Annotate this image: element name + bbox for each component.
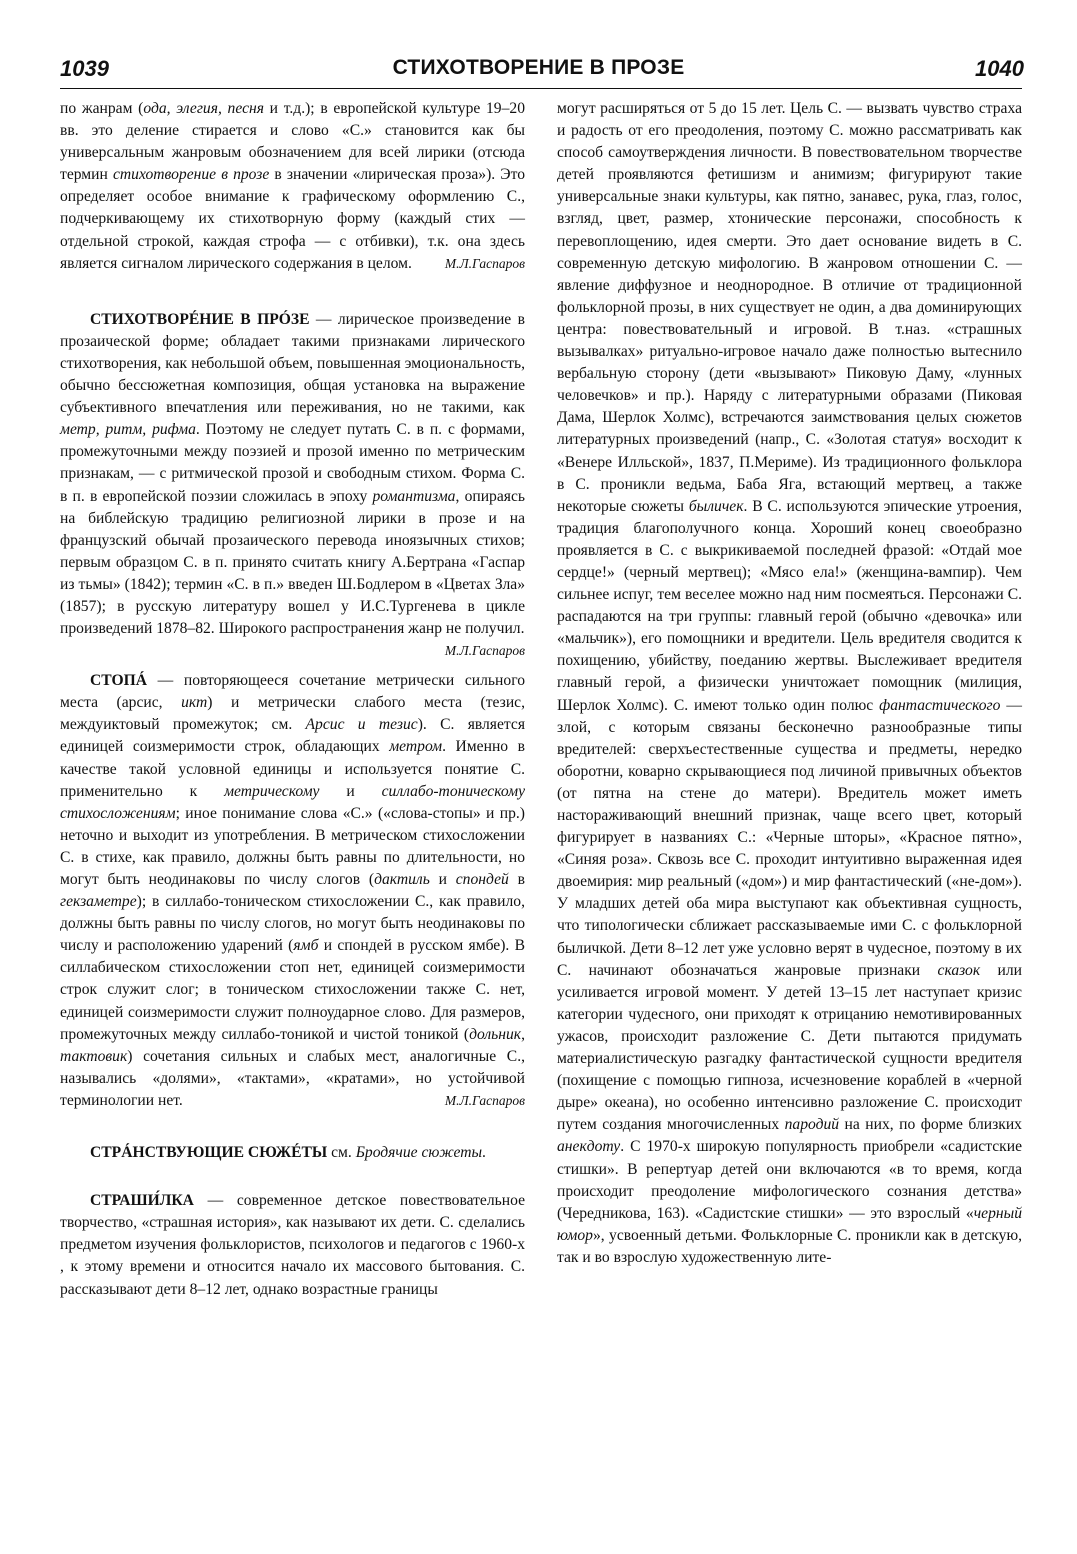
text-run: на них, по форме близких	[839, 1116, 1022, 1134]
text-run: . С 1970-х широкую популярность приобрели «садистские стишки». В репертуар детей они включаются «в то время, когда происходит преодоление мифологического сознания детства» (Чередникова, 163). «Садистские стишки» — это взрослый «	[557, 1138, 1022, 1222]
text-run: — лирическое произведение в прозаической форме; обладает такими признаками лирического стихотворения, как небольшой объем, повышенная эмоциональность, обычно бессюжетная композиция, общая установка на выражение субъективного впечатления или переживания, но не такими, как	[60, 310, 525, 417]
italic-term: быличек	[688, 497, 744, 515]
right-column	[557, 98, 1022, 1269]
italic-term: пародий	[784, 1116, 840, 1134]
italic-term: силлабо-тоническому стихосложениям	[60, 782, 525, 822]
italic-term: черный юмор	[557, 1204, 1022, 1244]
text-run: по жанрам (	[60, 100, 144, 117]
entry-horror-story	[60, 1190, 525, 1300]
left-page-number: 1039	[60, 56, 109, 81]
text-run: . Поэтому не следует путать С. в п. с формами, промежуточными между поэзией и прозой именно по метрическим признакам, — с ритмической прозой и свободным стихом. Форма С. в п. в европейской поэзии сложилась в эпоху	[60, 421, 525, 505]
text-run: в значении «лирическая проза»). Это определяет особое внимание к графическому оформлению С., подчеркивающему их стихотворную форму (каждый стих — отдельной строкой, каждая строфа — с отбивки), т.к. она здесь является сигналом лирического содержания в целом.	[60, 166, 526, 272]
text-run: . Именно в качестве такой условной единицы и используется понятие С. применительно к	[60, 738, 525, 800]
page-header	[0, 56, 1077, 86]
italic-term: романтизма	[372, 487, 456, 505]
text-run: — злой, с которым связаны бесконечно разнообразные типы вредителей: сверхъестественные существа и предметы, нередко оборотни, коварно скрывающиеся под личиной привычных объектов (от пятна на стене до матери). Вредитель может иметь настораживающий внешний признак, чаще всего цвет, который фигурирует в названиях С.: «Черные шторы», «Красное пятно», «Синяя роза». Сквозь все С. проходит интуитивно выраженная идея двоемирия: мир реальный («дом») и мир фантастический («не-дом»). У младших детей оба мира выступают как объективная сущность, что типологически сближает рассказываемые ими С. с фольклорной быличкой. Дети 8–12 лет уже условно верят в чудесное, поэтому в их С. начинают обозначаться жанровые признаки	[557, 696, 1022, 979]
author-signature: М.Л.Гаспаров	[444, 255, 525, 271]
italic-term: дактиль	[374, 871, 430, 888]
text-run: ; иное понимание слова «С.» («слова-стопы» и пр.) неточно и выходит из употребления. В метрическом стихосложении С. в стихе, как правило, должны быть равны по длительности, но могут быть неодинаковы по числу слогов (	[60, 804, 525, 888]
entry-horror-continuation	[557, 98, 1022, 1269]
text-run: », усвоенный детьми. Фольклорные С. проникли как в детскую, так и во взрослую художественную лите-	[557, 1226, 1022, 1266]
text-run: . В С. используются эпические утроения, традиция благополучного конца. Хороший конец своеобразно проявляется в С. с выкрикиваемой последней фразой: «Отдай мое сердце!» (черный мертвец); «Мясо ела!» (женщина-вампир). Чем сильнее испуг, тем веселее можно над ним посмеяться. Персонажи С. распадаются на три группы: главный герой (обычно «девочка» или «мальчик»), его помощники и вредители. Цель вредителя сводится к похищению, убийству, поеданию жертвы. Выслеживает вредителя главный герой, а физически уничтожает помощник (милиция, Шерлок Холмс). С. имеют только один полюс	[557, 497, 1022, 714]
italic-term: Арсис и тезис	[305, 716, 418, 734]
text-run: ) сочетания сильных и слабых мест, аналогичные С., назывались «долями», «тактами», «кратами», но устойчивой терминологии нет.	[60, 1047, 525, 1109]
left-column	[60, 98, 525, 1301]
entry-continuation	[60, 98, 525, 275]
text-run: ). С. является единицей соизмеримости строк, обладающих	[60, 716, 525, 756]
text-run: .	[482, 1144, 486, 1162]
text-run: — повторяющееся сочетание метрически сильного места (арсис,	[60, 672, 525, 712]
italic-term: гекзаметре	[60, 893, 137, 911]
entry-prose-poem	[60, 309, 525, 659]
text-run: или усиливается игровой момент. У детей 13–15 лет наступает кризис категории чудесного, они приходят к отрицанию немотивированных ужасов, происходит разложение С. Дети пытаются придумать материалистическую разгадку фантастической сущности вредителя (похищение с помощью гипноза, исчезновение кораблей в «черной дыре» океана), но особенно интенсивно разложение С. происходит путем создания многочисленных	[557, 961, 1023, 1134]
italic-term: сказок	[937, 961, 981, 979]
italic-term: анекдоту	[557, 1138, 621, 1156]
headword: СТИХОТВОРÉНИЕ В ПРÓЗЕ	[90, 310, 310, 328]
italic-term: тактовик	[60, 1047, 128, 1065]
italic-term: спондей	[455, 871, 509, 888]
italic-term: метром	[389, 738, 443, 756]
headword: СТРÁНСТВУЮЩИЕ СЮЖÉТЫ	[90, 1144, 328, 1162]
italic-term: метрическому	[224, 782, 320, 800]
text-run: , опираясь на библейскую традицию религиозной лирики в прозе и на французский обычай прозаического перевода иноязычных стихов; первым образцом С. в п. принято считать книгу А.Бертрана «Гаспар из тьмы» (1842); термин «С. в п.» введен Ш.Бодлером в «Цветах Зла» (1857); в русскую литературу вошел у И.С.Тургенева в цикле произведений 1878–82. Широкого распространения жанр не получил.	[60, 487, 525, 638]
italic-term: стихотворение в прозе	[112, 166, 270, 184]
author-signature: М.Л.Гаспаров	[444, 643, 525, 659]
headword: СТОПÁ	[90, 672, 147, 690]
entry-wandering-plots	[60, 1142, 525, 1164]
right-page-number: 1040	[975, 56, 1024, 81]
italic-term: метр, ритм, рифма	[60, 421, 196, 439]
text-run: ); в силлабо-тоническом стихосложении С., как правило, должны быть равны по числу слогов, но могут быть неодинаковы по числу и расположению ударений (	[60, 893, 525, 955]
text-run: см.	[327, 1144, 356, 1162]
text-run: и спондей в русском ямбе). В силлабическом стихосложении стоп нет, единицей соизмеримости строк служит слог; в тоническом стихосложении также С. нет, единицей соизмеримости служит полноударное слово. Для размеров, промежуточных между силлабо-тоникой и чистой тоникой (	[60, 937, 525, 1043]
text-run: могут расширяться от 5 до 15 лет. Цель С. — вызвать чувство страха и радость от его преодоления, поэтому С. можно рассматривать как способ самоутверждения личности. В повествовательном творчестве детей проявляются фетишизм и анимизм; фигурируют такие универсальные знаки культуры, как пятно, занавес, рука, глаз, голос, взгляд, цвет, размер, хтонические персонажи, способность к перевоплощению, идея смерти. Это дает основание видеть в С. современную детскую мифологию. В жанровом отношении С. — явление диффузное и неоднородное. В отличие от традиционной фольклорной прозы, в них существует не один, а два доминирующих центра: повествовательный и игровой. В т.наз. «страшных вызывалках» ритуально-игровое начало даже полностью вытеснило вербальную сторону (дети «вызывают» Пиковую Даму, «лунных человечков» и пр.). Наряду с литературными образами (Пиковая Дама, Шерлок Холмс), встречаются заимствования целых сюжетов литературных произведений (напр., С. «Золотая статуя» восходит к «Венере Илльской», 1837, П.Мериме). Из традиционного фольклора в С. проникли ведьма, Баба Яга, встающий мертвец, а также некоторые сюжеты	[557, 100, 1022, 515]
author-signature: М.Л.Гаспаров	[444, 1092, 525, 1108]
entry-foot	[60, 670, 525, 1112]
text-run: ) и метрически слабого места (тезис, междуиктовый промежуток; см.	[60, 694, 525, 734]
cross-reference: Бродячие сюжеты	[355, 1144, 483, 1162]
text-run: и т.д.); в европейской культуре 19–20 вв. это деление стирается и слово «С.» становится как бы универсальным жанровым обозначением для всей лирики (отсюда термин	[60, 100, 525, 184]
text-run: — современное детское повествовательное творчество, «страшная история», как называют их дети. С. сделались предметом изучения фольклористов, психологов и педагогов с 1960-х , к этому времени и относится начало их массового бытования. С. рассказывают дети 8–12 лет, однако возрастные границы	[60, 1192, 525, 1298]
italic-term: дольник	[469, 1025, 522, 1043]
italic-term: фантастического	[879, 696, 1001, 714]
italic-term: ода, элегия, песня	[143, 100, 264, 117]
text-run: и	[319, 782, 382, 800]
headword: СТРАШИ́ЛКА	[90, 1192, 194, 1210]
italic-term: икт	[181, 694, 208, 712]
text-run: в	[508, 871, 525, 888]
text-run: и	[429, 871, 456, 888]
running-title: СТИХОТВОРЕНИЕ В ПРОЗЕ	[392, 56, 685, 79]
text-run: ,	[521, 1025, 525, 1043]
header-rule	[60, 88, 1022, 89]
italic-term: ямб	[293, 937, 319, 955]
